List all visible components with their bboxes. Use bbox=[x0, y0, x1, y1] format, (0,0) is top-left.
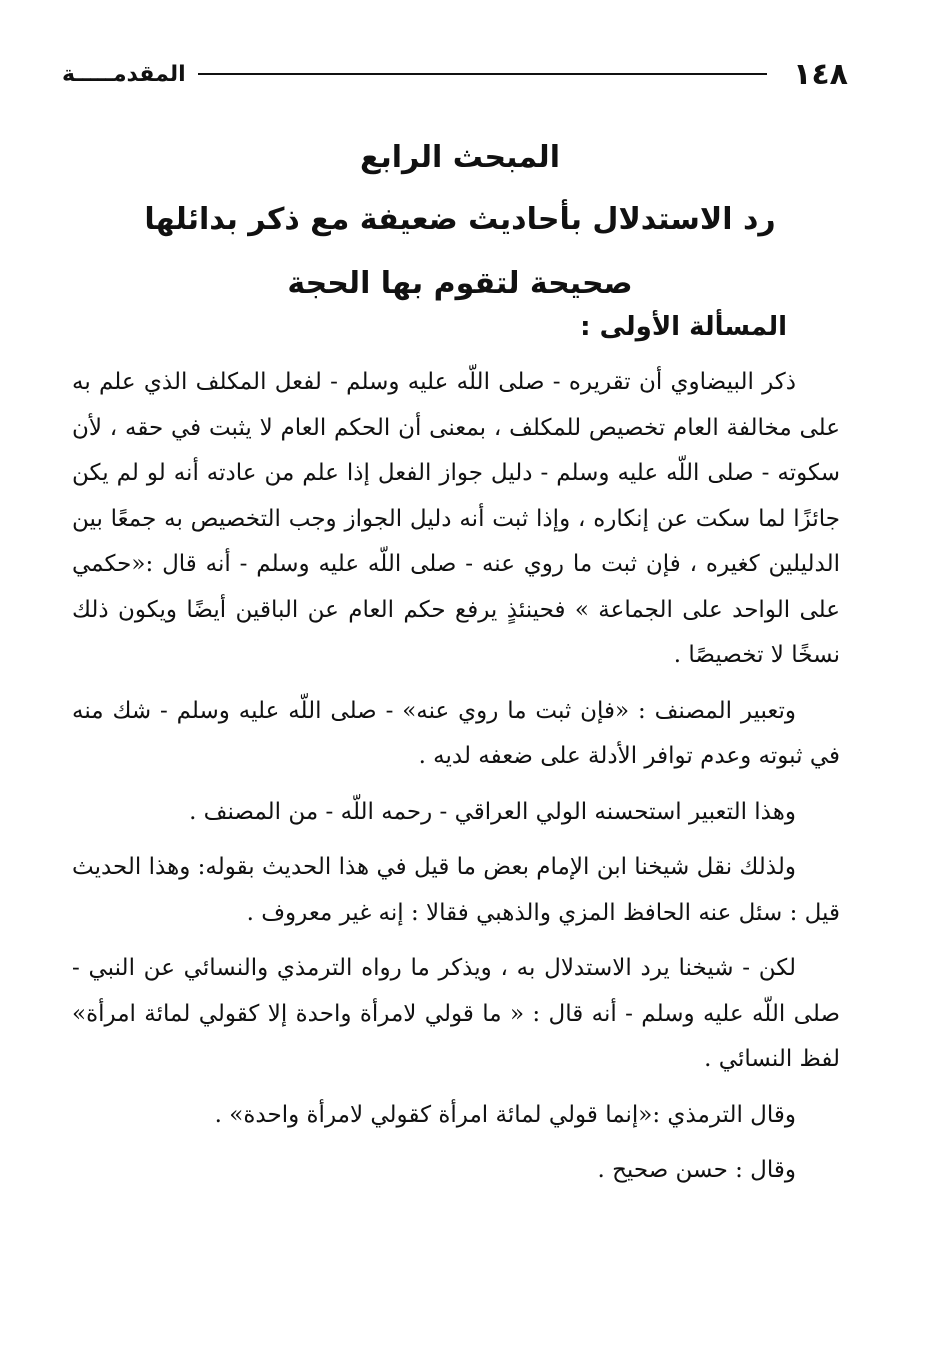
section-title-line-1: رد الاستدلال بأحاديث ضعيفة مع ذكر بدائلها bbox=[144, 202, 776, 237]
paragraph: ولذلك نقل شيخنا ابن الإمام بعض ما قيل في هذا الحديث بقوله: وهذا الحديث قيل : سئل عنه الحافظ المزي والذهبي فقالا : إنه غير معروف . bbox=[72, 854, 840, 926]
running-title: المقدمـــــة bbox=[62, 61, 186, 87]
paragraph: لكن - شيخنا يرد الاستدلال به ، ويذكر ما رواه الترمذي والنسائي عن النبي - صلى اللّه عليه وسلم - أنه قال : « ما قولي لامرأة واحدة إلا كقولي لمائة امرأة» لفظ النسائي . bbox=[72, 955, 840, 1072]
header-rule bbox=[198, 73, 767, 75]
headings bbox=[60, 128, 860, 316]
paragraph: وتعبير المصنف : «فإن ثبت ما روي عنه» - صلى اللّه عليه وسلم - شك منه في ثبوته وعدم توافر الأدلة على ضعفه لديه . bbox=[72, 697, 840, 769]
paragraph: ذكر البيضاوي أن تقريره - صلى اللّه عليه وسلم - لفعل المكلف الذي علم به على مخالفة العام تخصيص للمكلف ، بمعنى أن الحكم العام لا يثبت في حقه ، لأن سكوته - صلى اللّه عليه وسلم - دليل جواز الفعل إذا علم من عادته أنه لو لم يكن جائزًا لما سكت عن إنكاره ، وإذا ثبت أنه دليل الجواز وجب التخصيص به جمعًا بين الدليلين كغيره ، فإن ثبت ما روي عنه - صلى اللّه عليه وسلم - أنه قال :«حكمي على الواحد على الجماعة » فحينئذٍ يرفع حكم العام عن الباقين أيضًا ويكون ذلك نسخًا لا تخصيصًا . bbox=[72, 369, 840, 668]
paragraph: وقال : حسن صحيح . bbox=[597, 1157, 796, 1183]
running-header bbox=[62, 52, 848, 96]
page-number: ١٤٨ bbox=[793, 56, 848, 92]
section-title-line-2: صحيحة لتقوم بها الحجة bbox=[287, 266, 633, 301]
paragraph: وقال الترمذي :«إنما قولي لمائة امرأة كقولي لامرأة واحدة» . bbox=[214, 1101, 796, 1128]
body-text bbox=[72, 360, 840, 1194]
chapter-title: المبحث الرابع bbox=[360, 140, 560, 175]
issue-heading: المسألة الأولى : bbox=[580, 312, 787, 342]
paragraph: وهذا التعبير استحسنه الولي العراقي - رحمه اللّه - من المصنف . bbox=[189, 798, 796, 825]
